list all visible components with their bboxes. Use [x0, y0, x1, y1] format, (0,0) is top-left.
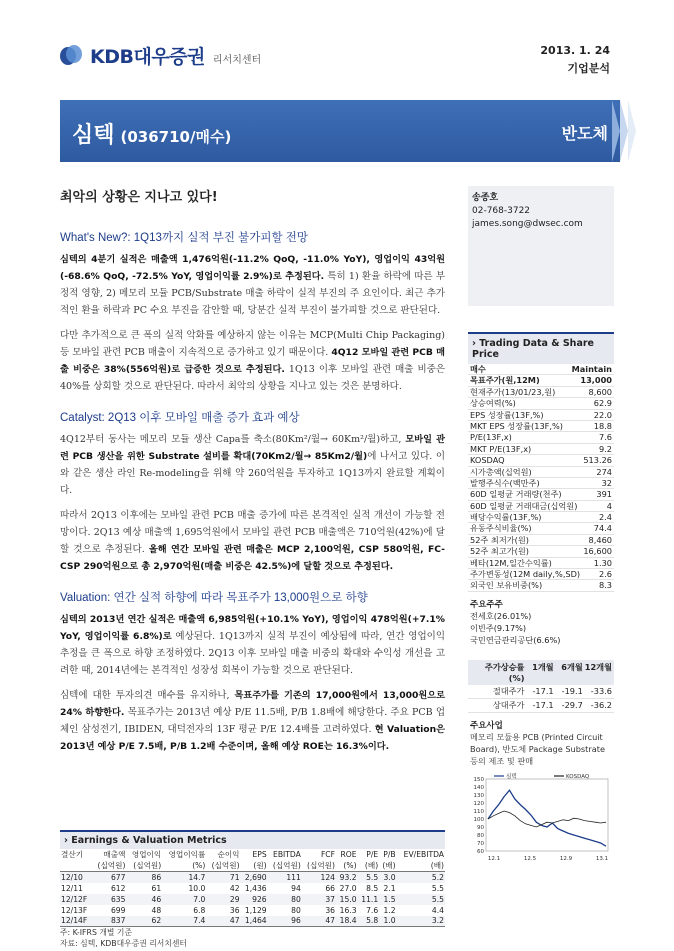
trading-row — [468, 432, 614, 443]
earnings-cell: 1.0 — [379, 916, 396, 927]
report-body — [60, 186, 445, 763]
trading-key: 매수 — [470, 364, 486, 374]
earnings-cell: 1.5 — [379, 894, 396, 905]
earnings-header-cell: EV/EBITDA — [403, 850, 444, 859]
price-chart-svg — [468, 771, 614, 863]
holders-title: 주요주주 — [470, 599, 503, 610]
earnings-header-cell: (십억원) — [302, 860, 336, 872]
analyst-box — [468, 186, 614, 306]
earnings-cell: 111 — [268, 872, 302, 883]
company-title — [72, 118, 231, 149]
business-title: 주요사업 — [470, 720, 503, 731]
y-tick-label: 60 — [477, 848, 484, 855]
earnings-cell: 47 — [206, 916, 240, 927]
business-description: 메모리 모듈용 PCB (Printed Circuit Board), 반도체 Package Substrate 등의 제조 및 판매 — [470, 731, 606, 766]
earnings-header-cell: (배) — [379, 860, 396, 872]
trading-key: 시가총액(십억원) — [470, 466, 532, 477]
paragraph: 심텍의 2013년 연간 실적은 매출액 6,985억원(+10.1% YoY), 영업이익 478억원(+7.1% YoY, 영업이익률 6.8%)로 예상된다. 1Q13까지 실적 부진이 예상됨에 따라, 연간 영업이익 추정을 큰 폭으로 하향 조정하였다. 2Q13 이후 모바일 매출 비중의 확대와 수익성 개선을 고려한 때, 2014년에는 본격적인 성장성 회복이 가능할 것으로 판단된다. — [60, 614, 445, 676]
trading-row — [468, 580, 614, 591]
earnings-header-row — [60, 860, 445, 872]
performance-header-cell: 주가상승률(%) — [484, 661, 525, 683]
earnings-header-cell: P/B — [383, 850, 396, 859]
table-row — [60, 872, 445, 883]
earnings-cell: 12/10 — [60, 872, 92, 883]
paragraph: 4Q12부터 동사는 메모리 모듈 생산 Capa를 축소(80Km²/월→ 60Km²/월)하고, 모바일 관련 PCB 생산을 위한 Substrate 설비를 확대(70Km2/월→ 85Km2/월)에 나서고 있다. 이와 같은 생산 라인 Re-modeling을 위해 약 260억원을 투자하고 1Q13까지 완료할 계획이다. — [60, 434, 446, 496]
trading-value: 2.4 — [598, 512, 612, 523]
logo-mark-icon — [60, 45, 84, 67]
trading-key: 52주 최저가(원) — [470, 534, 529, 545]
trading-value: 2.6 — [598, 569, 612, 580]
y-tick-label: 140 — [473, 784, 484, 791]
trading-row — [468, 410, 614, 421]
trading-value: 1.30 — [593, 557, 612, 568]
x-tick-label: 12.1 — [487, 855, 501, 862]
analyst-phone: 02-768-3722 — [472, 206, 531, 216]
trading-row — [468, 364, 614, 375]
trading-value: 8,600 — [588, 386, 612, 397]
y-tick-label: 90 — [477, 824, 484, 831]
trading-value: 274 — [596, 466, 612, 477]
trading-key: MKT P/E(13F,x) — [470, 443, 532, 454]
earnings-cell: 12/12F — [60, 894, 92, 905]
earnings-header-cell: (십억원) — [206, 860, 240, 872]
holder-item: 이빈주(9.17%) — [470, 622, 527, 633]
earnings-header-cell: 영업이익률 — [168, 850, 206, 859]
trading-key: 유동주식비율(%) — [470, 523, 532, 534]
trading-row — [468, 558, 614, 569]
trading-row — [468, 535, 614, 546]
analyst-name: 송종호 — [472, 193, 499, 203]
trading-key: 외국인 보유비중(%) — [470, 580, 543, 591]
trading-data-title: › Trading Data & Share Price — [468, 332, 614, 364]
holders-list — [468, 610, 614, 646]
earnings-header-cell: P/E — [366, 850, 379, 859]
performance-cell: -17.1 — [532, 699, 554, 710]
earnings-header-cell: EBITDA — [273, 850, 301, 859]
banner-chevron-icon — [612, 100, 620, 162]
earnings-header-cell — [60, 860, 92, 872]
earnings-cell: 1,464 — [241, 916, 268, 927]
earnings-header-cell: 순이익 — [217, 850, 240, 859]
legend-label: KOSDAQ — [566, 773, 590, 780]
earnings-cell: 16.3 — [339, 905, 357, 915]
company-logo — [60, 42, 261, 69]
earnings-header-cell: (십억원) — [92, 860, 126, 872]
earnings-cell: 837 — [92, 916, 126, 927]
sidebar — [468, 186, 614, 867]
earnings-cell: 124 — [302, 872, 336, 883]
trading-value: 74.4 — [593, 523, 612, 534]
earnings-cell: 27.0 — [339, 883, 357, 893]
trading-key: KOSDAQ — [470, 455, 505, 466]
trading-value: 32 — [601, 477, 612, 488]
trading-row — [468, 523, 614, 534]
earnings-cell: 10.0 — [188, 883, 206, 893]
trading-value: 4 — [606, 500, 612, 511]
earnings-header-cell: FCF — [320, 850, 335, 859]
trading-key: 발행주식수(백만주) — [470, 477, 540, 488]
report-category: 기업분석 — [567, 62, 610, 75]
trading-row — [468, 421, 614, 432]
trading-key: 52주 최고가(원) — [470, 546, 529, 557]
trading-key: MKT EPS 성장률(13F,%) — [470, 420, 563, 431]
table-source: 자료: 심텍, KDB대우증권 리서치센터 — [60, 939, 187, 948]
logo-subtitle: 리서치센터 — [212, 54, 262, 66]
earnings-header-cell: (십억원) — [126, 860, 162, 872]
trading-data-table — [468, 364, 614, 592]
earnings-cell: 5.5 — [358, 872, 380, 883]
earnings-cell: 7.6 — [366, 905, 379, 915]
earnings-cell: 3.2 — [397, 916, 445, 927]
table-row — [60, 905, 445, 916]
earnings-cell: 1.2 — [383, 905, 396, 915]
trading-row — [468, 387, 614, 398]
trading-row — [468, 375, 614, 386]
earnings-cell: 80 — [291, 905, 301, 915]
paragraph: 심텍의 4분기 실적은 매출액 1,476억원(-11.2% QoQ, -11.0% YoY), 영업이익 43억원(-68.6% QoQ, -72.5% YoY, 영업이익률 2.9%)로 추정된다. 특히 1) 환율 하락에 따른 부정적 영향, 2) 메모리 모듈 PCB/Substrate 매출 하락이 실적 부진의 주 요인이다. 최근 추가적인 환율 하락과 PC 수요 부진을 감안할 때, 당분간 실적 부진이 불가피할 것으로 판단된다. — [60, 254, 445, 316]
earnings-cell: 2,690 — [241, 872, 268, 883]
earnings-cell: 48 — [151, 905, 162, 915]
performance-cell: -33.6 — [590, 685, 612, 696]
earnings-cell: 93.2 — [336, 872, 358, 883]
trading-key: P/E(13F,x) — [470, 432, 512, 443]
earnings-cell: 5.8 — [358, 916, 380, 927]
earnings-cell: 18.4 — [336, 916, 358, 927]
earnings-cell: 5.2 — [397, 872, 445, 883]
earnings-cell: 37 — [302, 894, 336, 905]
trading-row — [468, 512, 614, 523]
earnings-cell: 612 — [110, 883, 126, 893]
earnings-cell: 71 — [206, 872, 240, 883]
logo-text: KDB대우증권 — [90, 46, 205, 68]
section-title-whats-new: What's New?: 1Q13까지 실적 부진 불가피할 전망 — [60, 232, 308, 244]
trading-value: 13,000 — [580, 375, 612, 386]
earnings-header-cell: (십억원) — [268, 860, 302, 872]
y-tick-label: 120 — [473, 800, 484, 807]
performance-cell: 상대주가 — [492, 699, 525, 710]
earnings-header-cell: (%) — [162, 860, 206, 872]
trading-value: 9.2 — [598, 443, 612, 454]
y-tick-label: 130 — [473, 792, 484, 799]
trading-row — [468, 398, 614, 409]
trading-value: 16,600 — [583, 546, 612, 557]
earnings-header-cell: 매출액 — [103, 850, 126, 859]
earnings-cell: 677 — [92, 872, 126, 883]
y-tick-label: 80 — [477, 832, 484, 839]
performance-row — [468, 685, 614, 699]
y-tick-label: 110 — [473, 808, 484, 815]
trading-row — [468, 489, 614, 500]
holder-item: 국민연금관리공단(6.6%) — [470, 634, 561, 645]
table-row — [60, 916, 445, 927]
earnings-cell: 62 — [126, 916, 162, 927]
legend-label: 심텍 — [506, 773, 517, 780]
earnings-table — [60, 849, 445, 927]
earnings-cell: 86 — [126, 872, 162, 883]
performance-header-cell: 6개월 — [561, 661, 583, 672]
performance-table — [468, 685, 614, 713]
report-date: 2013. 1. 24 — [540, 44, 610, 57]
performance-cell: -36.2 — [590, 699, 612, 710]
trading-value: 7.6 — [598, 432, 612, 443]
performance-cell: 절대주가 — [492, 685, 525, 696]
earnings-cell: 7.0 — [162, 894, 206, 905]
section-title-catalyst: Catalyst: 2Q13 이후 모바일 매출 증가 효과 예상 — [60, 412, 300, 424]
performance-cell: -29.7 — [561, 699, 583, 710]
trading-key: 베타(12M,일간수익률) — [470, 557, 552, 568]
earnings-section — [60, 830, 445, 949]
earnings-cell: 2.1 — [383, 883, 396, 893]
earnings-header-cell: (%) — [336, 860, 358, 872]
trading-row — [468, 467, 614, 478]
holder-item: 전세호(26.01%) — [470, 610, 532, 621]
earnings-header-cell: 결산기 — [61, 850, 84, 859]
trading-row — [468, 546, 614, 557]
trading-key: 60D 일평균 거래량(천주) — [470, 489, 562, 500]
earnings-title: › Earnings & Valuation Metrics — [60, 830, 445, 849]
trading-value: Maintain — [571, 364, 612, 374]
trading-value: 513.26 — [583, 455, 612, 466]
earnings-cell: 1,436 — [244, 883, 267, 893]
performance-cell: -19.1 — [561, 685, 583, 696]
trading-value: 8,460 — [588, 534, 612, 545]
analyst-email[interactable]: james.song@dwsec.com — [472, 219, 583, 229]
trading-value: 18.8 — [593, 420, 612, 431]
earnings-cell: 635 — [92, 894, 126, 905]
earnings-cell: 699 — [110, 905, 126, 915]
earnings-cell: 926 — [241, 894, 268, 905]
series-line-simtech — [488, 790, 606, 846]
earnings-cell: 12/11 — [61, 883, 83, 893]
earnings-cell: 29 — [206, 894, 240, 905]
y-tick-label: 70 — [477, 840, 484, 847]
earnings-cell: 47 — [302, 916, 336, 927]
trading-row — [468, 501, 614, 512]
report-headline: 최악의 상황은 지나고 있다! — [60, 190, 218, 205]
company-code: (036710/매수) — [120, 128, 232, 146]
trading-value: 22.0 — [593, 409, 612, 420]
performance-header — [468, 660, 614, 685]
earnings-header-cell: (배) — [397, 860, 445, 872]
earnings-header-cell: 영업이익 — [131, 850, 162, 859]
performance-header-cell: 12개월 — [584, 661, 612, 672]
trading-value: 8.3 — [598, 580, 612, 591]
y-tick-label: 100 — [473, 816, 484, 823]
earnings-header-row — [60, 849, 445, 860]
trading-key: 현재주가(13/01/23,원) — [470, 386, 556, 397]
trading-row — [468, 444, 614, 455]
earnings-cell: 36 — [325, 905, 335, 915]
earnings-cell: 94 — [291, 883, 301, 893]
table-note: 주: K-IFRS 개별 기준 — [60, 928, 132, 937]
banner-chevron-icon — [620, 100, 628, 162]
trading-key: 배당수익률(13F,%) — [470, 512, 542, 523]
performance-header-cell: 1개월 — [532, 661, 554, 672]
earnings-cell: 5.5 — [397, 894, 445, 905]
paragraph: 심텍에 대한 투자의견 매수를 유지하나, 목표주가를 기존의 17,000원에서 13,000원으로 24% 하향한다. 목표주가는 2013년 예상 P/E 11.5배, P/B 1.8배에 해당한다. 주요 PCB 업체인 삼성전기, IBIDEN, 대덕전자의 13F 평균 P/E 12.4배를 고려하였다. 현 Valuation은 2013년 예상 P/E 7.5배, P/B 1.2배 수준이며, 올해 예상 ROE는 16.3%이다. — [60, 690, 446, 752]
earnings-cell: 46 — [126, 894, 162, 905]
table-row — [60, 883, 445, 894]
earnings-cell: 66 — [325, 883, 335, 893]
sector-label: 반도체 — [561, 124, 608, 143]
company-name: 심텍 — [72, 123, 115, 148]
earnings-cell: 14.7 — [162, 872, 206, 883]
earnings-cell: 8.5 — [366, 883, 379, 893]
earnings-cell: 5.5 — [431, 883, 444, 893]
trading-key: 주가변동성(12M daily,%,SD) — [470, 569, 581, 580]
earnings-cell: 4.4 — [431, 905, 444, 915]
trading-key: 목표주가(원,12M) — [470, 375, 540, 386]
performance-cell: -17.1 — [532, 685, 554, 696]
table-row — [60, 894, 445, 905]
earnings-header-cell: (배) — [358, 860, 380, 872]
x-tick-label: 12.5 — [523, 855, 537, 862]
trading-row — [468, 569, 614, 580]
earnings-cell: 36 — [229, 905, 240, 915]
trading-value: 62.9 — [593, 398, 612, 409]
y-tick-label: 150 — [473, 776, 484, 783]
earnings-cell: 15.0 — [336, 894, 358, 905]
earnings-cell: 6.8 — [193, 905, 206, 915]
paragraph: 따라서 2Q13 이후에는 모바일 관련 PCB 매출 증가에 따른 본격적인 실적 개선이 가능할 전망이다. 2Q13 예상 매출액 1,695억원에서 모바일 관련 PCB 매출액은 710억원(42%)에 달할 것으로 추정된다. 올해 연간 모바일 관련 매출은 MCP 2,100억원, CSP 580억원, FC-CSP 290억원으로 총 2,970억원(매출 비중은 42.5%)에 달할 것으로 추정된다. — [60, 510, 445, 572]
x-tick-label: 12.9 — [559, 855, 573, 862]
share-price-chart — [468, 771, 614, 867]
series-line-kosdaq — [488, 811, 606, 827]
performance-row — [468, 699, 614, 713]
earnings-cell: 11.1 — [358, 894, 380, 905]
earnings-cell: 42 — [229, 883, 240, 893]
earnings-header-cell: ROE — [340, 850, 357, 859]
earnings-header-cell: (원) — [241, 860, 268, 872]
section-title-valuation: Valuation: 연간 실적 하향에 따라 목표주가 13,000원으로 하향 — [60, 592, 368, 604]
earnings-cell: 61 — [151, 883, 162, 893]
trading-row — [468, 455, 614, 466]
trading-key: EPS 성장률(13F,%) — [470, 409, 544, 420]
earnings-cell: 12/13F — [61, 905, 88, 915]
earnings-cell: 80 — [268, 894, 302, 905]
trading-value: 391 — [596, 489, 612, 500]
earnings-header-cell: EPS — [252, 850, 267, 859]
x-tick-label: 13.1 — [595, 855, 609, 862]
earnings-cell: 3.0 — [379, 872, 396, 883]
trading-key: 60D 일평균 거래대금(십억원) — [470, 500, 578, 511]
earnings-cell: 12/14F — [60, 916, 92, 927]
trading-row — [468, 478, 614, 489]
paragraph: 다만 추가적으로 큰 폭의 실적 악화를 예상하지 않는 이유는 MCP(Multi Chip Packaging) 등 모바일 관련 PCB 매출이 지속적으로 증가하고 있기 때문이다. 4Q12 모바일 관련 PCB 매출 비중은 38%(556억원)로 급증한 것으로 추정된다. 1Q13 이후 모바일 관련 매출 비중은 40%를 상회할 것으로 판단된다. 따라서 최악의 상황을 지나고 있는 것은 분명하다. — [60, 330, 445, 392]
earnings-cell: 96 — [268, 916, 302, 927]
earnings-cell: 1,129 — [244, 905, 267, 915]
earnings-cell: 7.4 — [162, 916, 206, 927]
banner-chevron-icon — [628, 100, 636, 162]
trading-key: 상승여력(%) — [470, 398, 516, 409]
